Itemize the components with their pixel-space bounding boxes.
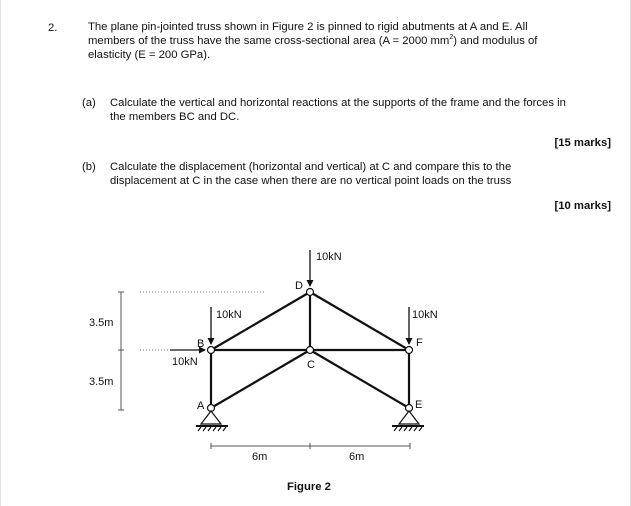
node-label-f: F <box>416 337 423 349</box>
part-a-line-2: the members BC and DC. <box>110 111 240 123</box>
question-text-line-1: The plane pin-jointed truss shown in Figure 2 is pinned to rigid abutments at A and E. All <box>88 21 528 33</box>
joint-c <box>307 347 314 354</box>
dimension-label-span-right: 6m <box>349 451 365 463</box>
node-label-e: E <box>415 399 423 411</box>
question-text-line-3: elasticity (E = 200 GPa). <box>88 49 211 61</box>
joint-f <box>406 347 413 354</box>
dimension-label-height-lower: 3.5m <box>89 376 114 388</box>
load-label-f: 10kN <box>412 309 438 321</box>
joint-b <box>208 347 215 354</box>
node-label-c: C <box>307 359 315 371</box>
part-b-label: (b) <box>82 161 96 173</box>
member-ce <box>310 350 409 408</box>
question-text-line-2-suffix: ) and modulus of <box>453 35 538 47</box>
dimension-label-span-left: 6m <box>252 451 268 463</box>
member-ac <box>211 350 310 408</box>
area-unit-superscript: 2 <box>449 34 454 42</box>
load-label-b-horizontal: 10kN <box>172 356 198 368</box>
member-df <box>310 292 409 350</box>
dimension-label-height-upper: 3.5m <box>89 317 114 329</box>
node-label-b: B <box>197 338 205 350</box>
load-label-b-vertical: 10kN <box>216 309 242 321</box>
node-label-a: A <box>197 400 205 412</box>
part-a-marks: [15 marks] <box>554 137 611 149</box>
support-a <box>196 411 228 431</box>
load-label-d: 10kN <box>316 251 342 263</box>
question-text-line-2-prefix: members of the truss have the same cross-sectional area (A = 2000 mm <box>88 35 450 47</box>
part-b-line-2: displacement at C in the case when there are no vertical point loads on the truss <box>110 175 512 187</box>
part-b-line-1: Calculate the displacement (horizontal and vertical) at C and compare this to the <box>110 161 512 173</box>
joint-d <box>307 289 314 296</box>
node-label-d: D <box>295 280 303 292</box>
figure-caption: Figure 2 <box>287 481 331 493</box>
part-a-line-1: Calculate the vertical and horizontal reactions at the supports of the frame and the forces in <box>110 97 566 109</box>
part-a-label: (a) <box>82 97 96 109</box>
part-b-marks: [10 marks] <box>554 200 611 212</box>
support-e <box>392 411 424 431</box>
question-number: 2. <box>48 22 58 34</box>
